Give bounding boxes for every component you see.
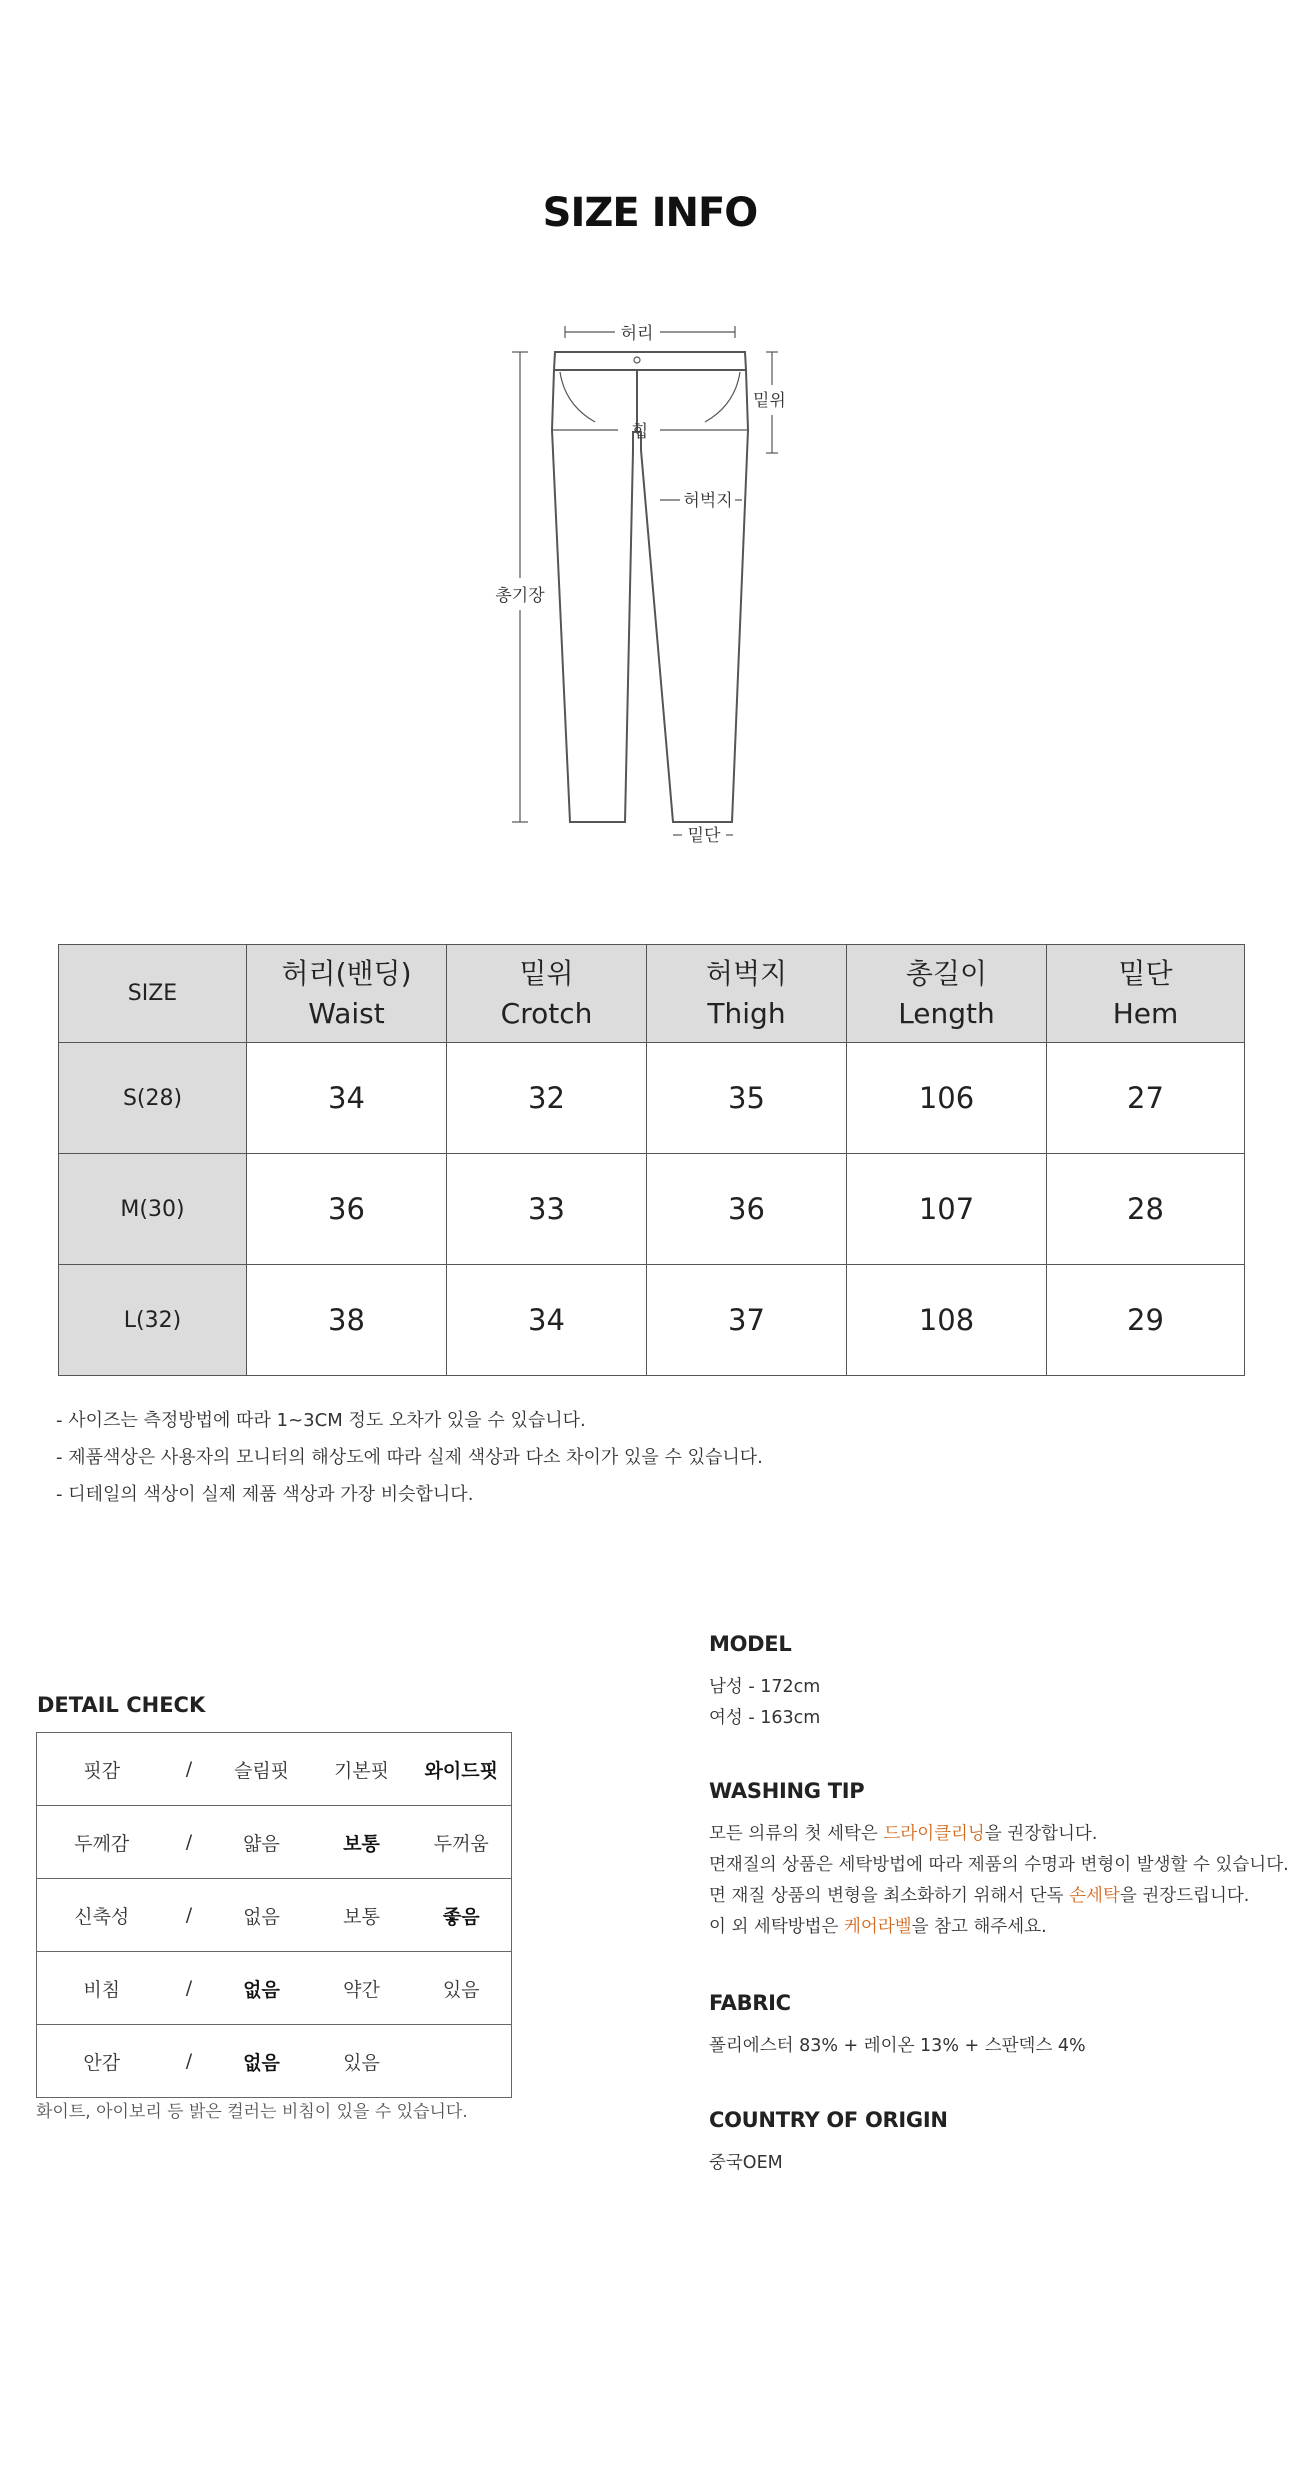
size-table-header: [59, 945, 1245, 1043]
table-cell: 107: [847, 1154, 1047, 1265]
detail-check-separator: /: [167, 1733, 212, 1806]
note-line: - 디테일의 색상이 실제 제품 색상과 가장 비슷합니다.: [56, 1484, 474, 1505]
table-cell: 34: [447, 1265, 647, 1376]
detail-check-row: [37, 1806, 512, 1879]
detail-check-option: 없음: [212, 2025, 312, 2098]
column-header-hem: 밑단 Hem: [1047, 945, 1245, 1043]
row-size-label: L(32): [59, 1265, 247, 1376]
table-cell: 32: [447, 1043, 647, 1154]
table-cell: 33: [447, 1154, 647, 1265]
detail-check-separator: /: [167, 2025, 212, 2098]
washing-tip-title: WASHING TIP: [709, 1779, 865, 1803]
note-line: - 사이즈는 측정방법에 따라 1~3CM 정도 오차가 있을 수 있습니다.: [56, 1410, 586, 1431]
column-header-crotch: 밑위 Crotch: [447, 945, 647, 1043]
detail-check-option: 있음: [412, 1952, 512, 2025]
washing-line: 면재질의 상품은 세탁방법에 따라 제품의 수명과 변형이 발생할 수 있습니다.: [709, 1855, 1289, 1875]
fabric-section: [709, 1991, 1289, 2062]
detail-check-separator: /: [167, 1806, 212, 1879]
detail-check-row: [37, 1879, 512, 1952]
hem-label: 밑단: [687, 826, 721, 846]
detail-check-option: [412, 2025, 512, 2098]
detail-check-option: 보통: [312, 1806, 412, 1879]
waist-label: 허리: [620, 324, 654, 344]
detail-check-note: 화이트, 아이보리 등 밝은 컬러는 비침이 있을 수 있습니다.: [36, 2102, 468, 2122]
washing-line: 이 외 세탁방법은 케어라벨을 참고 해주세요.: [709, 1917, 1047, 1937]
origin-text: 중국OEM: [709, 2153, 783, 2173]
table-cell: 35: [647, 1043, 847, 1154]
detail-check-option: 없음: [212, 1952, 312, 2025]
size-notes: [56, 1402, 763, 1513]
table-cell: 27: [1047, 1043, 1245, 1154]
detail-check-option: 기본핏: [312, 1733, 412, 1806]
detail-check-label: 비침: [37, 1952, 167, 2025]
table-cell: 36: [647, 1154, 847, 1265]
column-header-thigh: 허벅지 Thigh: [647, 945, 847, 1043]
column-header-length: 총길이 Length: [847, 945, 1047, 1043]
table-cell: 106: [847, 1043, 1047, 1154]
washing-line: 모든 의류의 첫 세탁은 드라이클리닝을 권장합니다.: [709, 1824, 1098, 1844]
table-cell: 36: [247, 1154, 447, 1265]
detail-check-option: 두꺼움: [412, 1806, 512, 1879]
detail-check-table: [36, 1732, 512, 2098]
detail-check-option: 있음: [312, 2025, 412, 2098]
washing-line: 면 재질 상품의 변형을 최소화하기 위해서 단독 손세탁을 권장드립니다.: [709, 1886, 1250, 1906]
detail-check-label: 두께감: [37, 1806, 167, 1879]
table-cell: 28: [1047, 1154, 1245, 1265]
detail-check-option: 없음: [212, 1879, 312, 1952]
length-label: 총기장: [495, 586, 545, 606]
table-cell: 29: [1047, 1265, 1245, 1376]
model-section: [709, 1632, 1289, 1734]
highlight-hand-wash: 손세탁: [1069, 1886, 1120, 1906]
table-cell: 34: [247, 1043, 447, 1154]
detail-check-option: 약간: [312, 1952, 412, 2025]
pants-size-diagram: [470, 310, 800, 870]
detail-check-option: 와이드핏: [412, 1733, 512, 1806]
detail-check-label: 신축성: [37, 1879, 167, 1952]
crotch-label: 밑위: [753, 391, 786, 411]
page-title: SIZE INFO: [542, 190, 758, 236]
detail-check-label: 핏감: [37, 1733, 167, 1806]
model-line: 남성 - 172cm: [709, 1677, 821, 1697]
washing-tip-section: [709, 1779, 1289, 1943]
detail-check-separator: /: [167, 1952, 212, 2025]
table-row: [59, 1043, 1245, 1154]
row-size-label: M(30): [59, 1154, 247, 1265]
table-cell: 38: [247, 1265, 447, 1376]
origin-section: [709, 2108, 1289, 2179]
fabric-title: FABRIC: [709, 1991, 791, 2015]
note-line: - 제품색상은 사용자의 모니터의 해상도에 따라 실제 색상과 다소 차이가 있을 수 있습니다.: [56, 1447, 763, 1468]
size-corner-header: SIZE: [59, 945, 247, 1043]
detail-check-row: [37, 1952, 512, 2025]
hip-label: 힙: [631, 422, 649, 442]
table-cell: 108: [847, 1265, 1047, 1376]
model-title: MODEL: [709, 1632, 792, 1656]
detail-check-option: 얇음: [212, 1806, 312, 1879]
table-cell: 37: [647, 1265, 847, 1376]
detail-check-option: 좋음: [412, 1879, 512, 1952]
highlight-dry-cleaning: 드라이클리닝: [883, 1824, 985, 1844]
fabric-text: 폴리에스터 83% + 레이온 13% + 스판덱스 4%: [709, 2036, 1086, 2056]
detail-check-option: 보통: [312, 1879, 412, 1952]
model-line: 여성 - 163cm: [709, 1708, 821, 1728]
thigh-label: 허벅지: [683, 491, 733, 511]
table-row: [59, 1154, 1245, 1265]
highlight-care-label: 케어라벨: [844, 1917, 912, 1937]
row-size-label: S(28): [59, 1043, 247, 1154]
detail-check-separator: /: [167, 1879, 212, 1952]
detail-check-row: [37, 2025, 512, 2098]
detail-check-title: DETAIL CHECK: [37, 1693, 206, 1717]
pants-outline-illustration: [470, 310, 800, 870]
size-table: [58, 944, 1245, 1376]
table-row: [59, 1265, 1245, 1376]
detail-check-label: 안감: [37, 2025, 167, 2098]
column-header-waist: 허리(밴딩) Waist: [247, 945, 447, 1043]
detail-check-row: [37, 1733, 512, 1806]
detail-check-option: 슬림핏: [212, 1733, 312, 1806]
origin-title: COUNTRY OF ORIGIN: [709, 2108, 948, 2132]
